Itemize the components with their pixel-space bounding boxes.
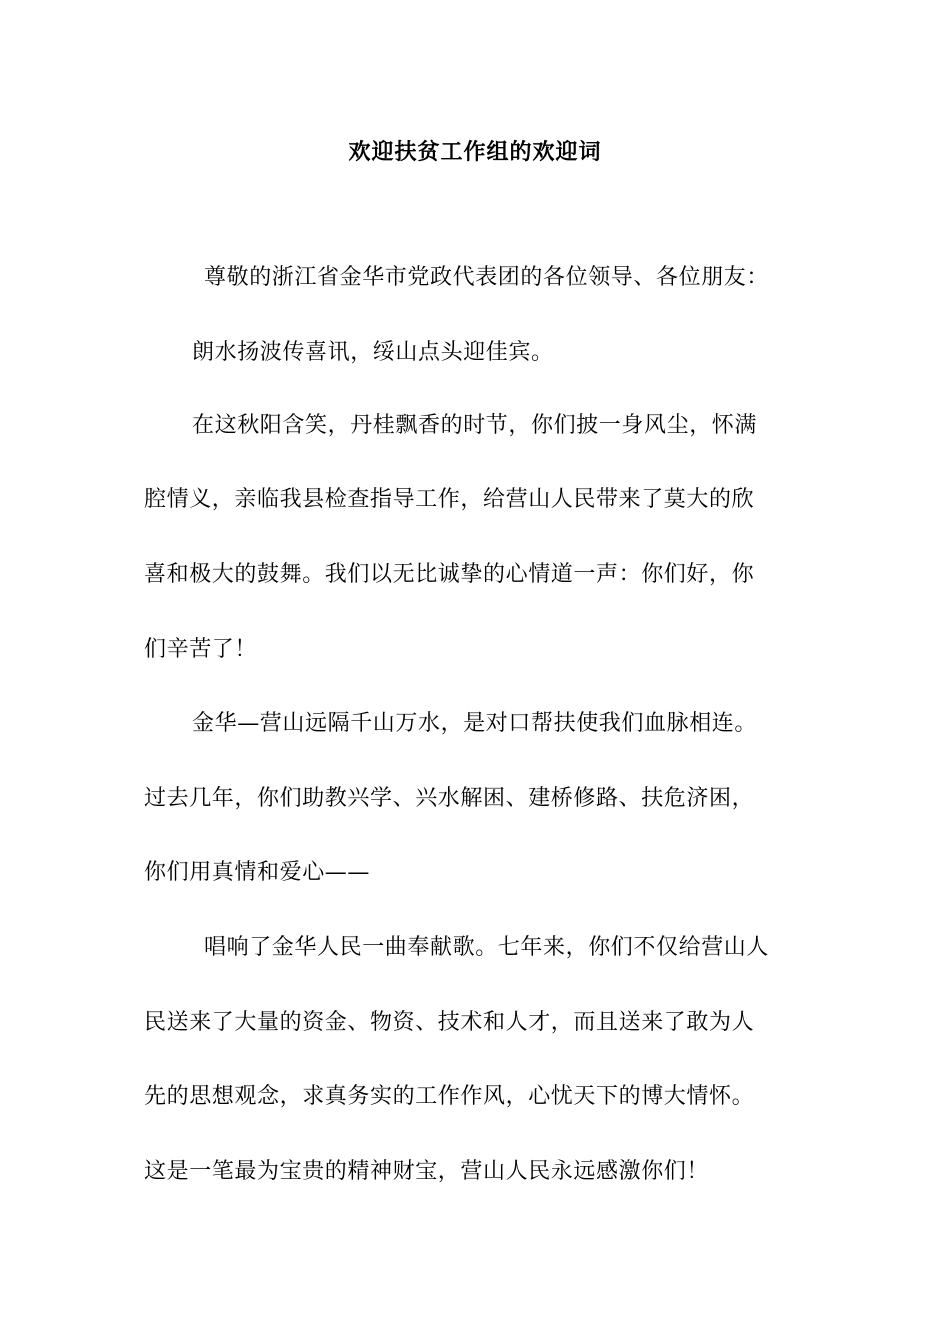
paragraph-line: 在这秋阳含笑，丹桂飘香的时节，你们披一身风尘，怀满 bbox=[192, 413, 758, 438]
salutation-line: 尊敬的浙江省金华市党政代表团的各位领导、各位朋友： bbox=[204, 265, 770, 290]
paragraph-line: 金华—营山远隔千山万水，是对口帮扶使我们血脉相连。 bbox=[192, 711, 758, 736]
paragraph-line: 这是一笔最为宝贵的精神财宝，营山人民永远感激你们！ bbox=[144, 1159, 710, 1184]
paragraph-line: 喜和极大的鼓舞。我们以无比诚挚的心情道一声：你们好，你 bbox=[144, 562, 755, 587]
paragraph-line: 过去几年，你们助教兴学、兴水解困、建桥修路、扶危济困， bbox=[144, 786, 755, 811]
document-title: 欢迎扶贫工作组的欢迎词 bbox=[348, 139, 602, 165]
paragraph-line: 们辛苦了！ bbox=[144, 637, 258, 662]
paragraph-line: 腔情义，亲临我县检查指导工作，给营山人民带来了莫大的欣 bbox=[144, 487, 755, 512]
paragraph-line: 先的思想观念，求真务实的工作作风，心忧天下的博大情怀。 bbox=[144, 1084, 755, 1109]
paragraph-line: 唱响了金华人民一曲奉献歌。七年来，你们不仅给营山人 bbox=[204, 935, 770, 960]
paragraph-line: 朗水扬波传喜讯，绥山点头迎佳宾。 bbox=[192, 340, 554, 365]
paragraph-line: 你们用真情和爱心—— bbox=[144, 860, 371, 885]
paragraph-line: 民送来了大量的资金、物资、技术和人才，而且送来了敢为人 bbox=[144, 1010, 755, 1035]
